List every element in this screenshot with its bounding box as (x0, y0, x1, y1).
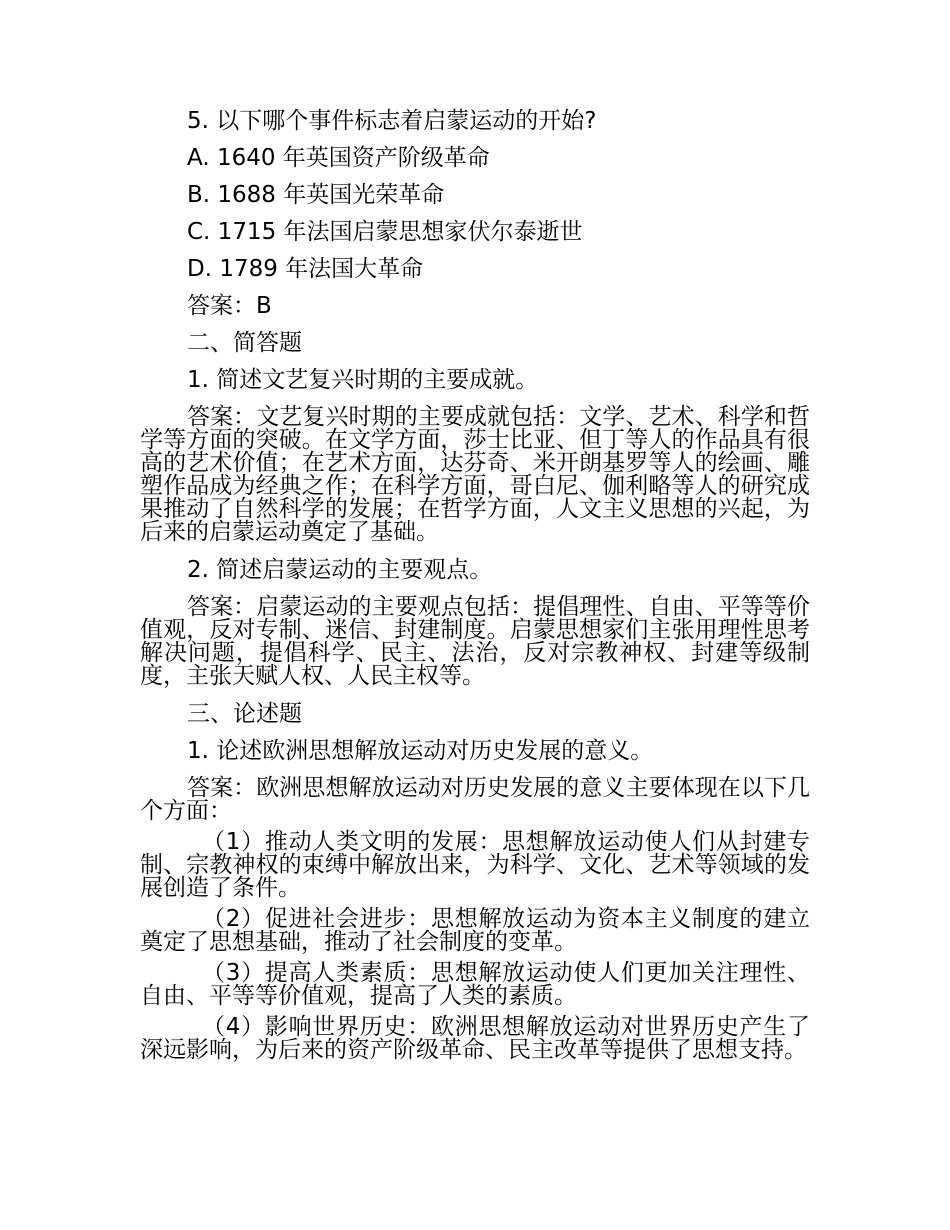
section-heading-essay: 三、论述题 (187, 701, 302, 727)
short-answer-answer-1: 答案：文艺复兴时期的主要成就包括：文学、艺术、科学和哲学等方面的突破。在文学方面，莎士比亚、但丁等人的作品具有很高的艺术价值；在艺术方面，达芬奇、米开朗基罗等人的绘画、雕塑作品成为经典之作；在科学方面，哥白尼、伽利略等人的研究成果推动了自然科学的发展；在哲学方面，人文主义思想的兴起，为后来的启蒙运动奠定了基础。 (140, 404, 810, 545)
option-d: D. 1789 年法国大革命 (187, 256, 424, 282)
essay-point-4: （4）影响世界历史：欧洲思想解放运动对世界历史产生了深远影响，为后来的资产阶级革命、民主改革等提供了思想支持。 (140, 1014, 810, 1063)
section-heading-short-answer: 二、简答题 (187, 330, 302, 356)
answer-5: 答案：B (187, 293, 272, 319)
short-answer-question-2: 2. 简述启蒙运动的主要观点。 (187, 557, 493, 583)
option-c: C. 1715 年法国启蒙思想家伏尔泰逝世 (187, 219, 583, 245)
document-body (140, 103, 810, 1070)
essay-point-3: （3）提高人类素质：思想解放运动使人们更加关注理性、自由、平等等价值观，提高了人类的素质。 (140, 960, 810, 1009)
essay-answer-intro: 答案：欧洲思想解放运动对历史发展的意义主要体现在以下几个方面： (140, 775, 810, 824)
short-answer-answer-2: 答案：启蒙运动的主要观点包括：提倡理性、自由、平等等价值观，反对专制、迷信、封建制度。启蒙思想家们主张用理性思考解决问题，提倡科学、民主、法治，反对宗教神权、封建等级制度，主张天赋人权、人民主权等。 (140, 594, 810, 689)
essay-point-1: （1）推动人类文明的发展：思想解放运动使人们从封建专制、宗教神权的束缚中解放出来，为科学、文化、艺术等领域的发展创造了条件。 (140, 829, 810, 901)
question-5: 5. 以下哪个事件标志着启蒙运动的开始? (187, 108, 597, 134)
essay-question-1: 1. 论述欧洲思想解放运动对历史发展的意义。 (187, 738, 654, 764)
short-answer-question-1: 1. 简述文艺复兴时期的主要成就。 (187, 367, 539, 393)
option-b: B. 1688 年英国光荣革命 (187, 182, 445, 208)
essay-point-2: （2）促进社会进步：思想解放运动为资本主义制度的建立奠定了思想基础，推动了社会制度的变革。 (140, 906, 810, 955)
option-a: A. 1640 年英国资产阶级革命 (187, 145, 490, 171)
